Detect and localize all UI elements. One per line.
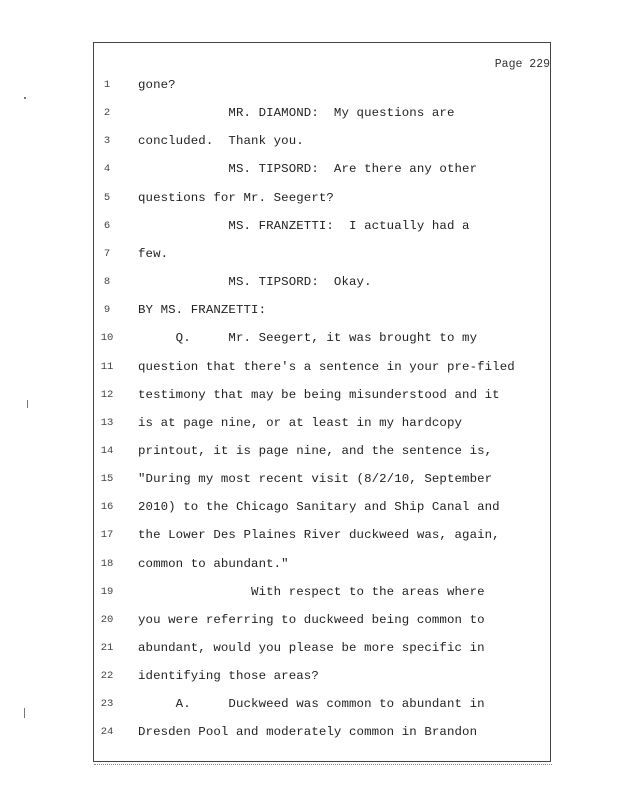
scan-bottom-edge: [94, 764, 552, 767]
line-number: 16: [100, 501, 114, 514]
transcript-line: BY MS. FRANZETTI:: [138, 303, 267, 318]
line-number: 4: [103, 163, 111, 176]
page-number: Page 229: [494, 58, 550, 71]
transcript-line: identifying those areas?: [138, 669, 319, 684]
transcript-line: common to abundant.": [138, 556, 289, 571]
transcript-line: Q. Mr. Seegert, it was brought to my: [138, 331, 478, 346]
line-number: 20: [100, 613, 114, 626]
transcript-line: concluded. Thank you.: [138, 134, 304, 149]
transcript-line: printout, it is page nine, and the sentence is,: [138, 443, 493, 458]
line-number: 2: [103, 107, 111, 120]
transcript-line: question that there's a sentence in your pre-filed: [138, 359, 515, 374]
line-number: 22: [100, 670, 114, 683]
transcript-line: abundant, would you please be more specific in: [138, 641, 485, 655]
transcript-line: questions for Mr. Seegert?: [138, 190, 334, 205]
line-number: 7: [103, 247, 111, 260]
transcript-line: testimony that may be being misunderstood and it: [138, 387, 500, 402]
line-number: 13: [100, 416, 114, 429]
line-number: 24: [100, 726, 114, 739]
line-number: 14: [100, 444, 114, 457]
transcript-line: A. Duckweed was common to abundant in: [138, 697, 485, 712]
line-number: 12: [100, 388, 114, 401]
transcript-line: the Lower Des Plaines River duckweed was, again,: [138, 528, 500, 543]
line-number: 19: [100, 585, 114, 598]
line-number: 8: [103, 276, 111, 289]
line-number: 3: [103, 135, 111, 148]
scan-speck: [24, 97, 26, 99]
transcript-line: "During my most recent visit (8/2/10, September: [138, 472, 493, 487]
line-number: 9: [103, 304, 111, 317]
line-number: 1: [103, 79, 111, 91]
line-number: 6: [103, 219, 111, 232]
transcript-line: you were referring to duckweed being common to: [138, 612, 485, 627]
transcript-line: few.: [138, 246, 169, 261]
line-number: 17: [100, 529, 114, 542]
transcript-line: MS. FRANZETTI: I actually had a: [138, 218, 470, 233]
scan-speck: [27, 400, 28, 408]
scan-speck: [24, 708, 25, 718]
transcript-line: With respect to the areas where: [138, 584, 485, 599]
transcript-line: MS. TIPSORD: Okay.: [138, 275, 372, 290]
transcript-line: 2010) to the Chicago Sanitary and Ship Canal and: [138, 500, 500, 515]
transcript-line: is at page nine, or at least in my hardcopy: [138, 415, 463, 430]
line-number: 11: [100, 360, 114, 373]
line-number: 18: [100, 557, 114, 570]
line-number: 23: [100, 698, 114, 711]
line-number: 21: [100, 642, 114, 654]
line-number: 10: [100, 332, 114, 345]
line-number: 5: [103, 191, 111, 204]
transcript-line: MS. TIPSORD: Are there any other: [138, 162, 478, 177]
line-number: 15: [100, 473, 114, 486]
transcript-line: gone?: [138, 78, 176, 92]
transcript-line: MR. DIAMOND: My questions are: [138, 106, 455, 121]
transcript-line: Dresden Pool and moderately common in Brandon: [138, 725, 478, 740]
